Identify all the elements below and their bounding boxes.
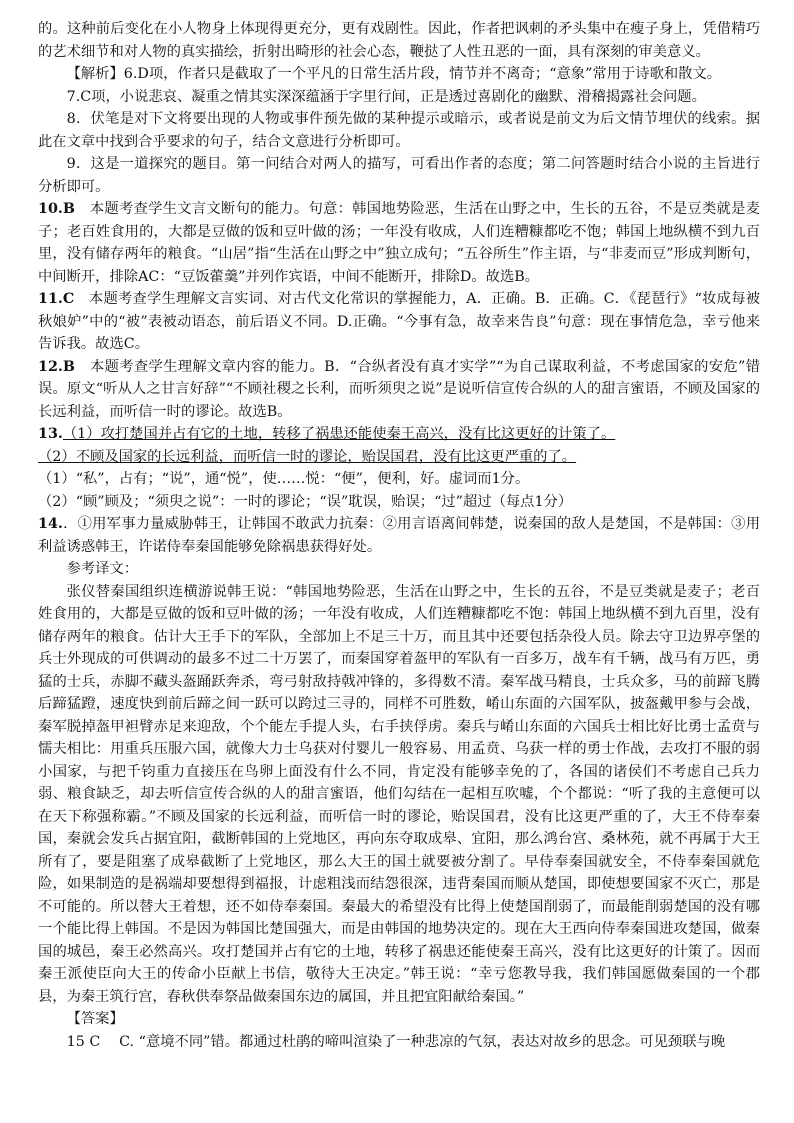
answer-11-text: 本题考查学生理解文言实词、对古代文化常识的掌握能力，A．正确。B．正确。C．《琵琶行》“妆成每被秋娘妒”中的“被”表被动语态，前后语义不同。D.正确。“今事有急，故幸来告良”句意：现在事情危急，幸亏他来告诉我。故选C。 <box>38 291 760 352</box>
paragraph-analysis-8: 8．伏笔是对下文将要出现的人物或事件预先做的某种提示或暗示，或者说是前文为后文情节埋伏的线索。据此在文章中找到合乎要求的句子，结合文意进行分析即可。 <box>38 111 760 150</box>
answer-heading: 【答案】 <box>66 1011 124 1027</box>
answer-13-translation-1: （1）攻打楚国并占有它的土地，转移了祸患还能使秦王高兴，没有比这更好的计策了。 <box>62 426 616 442</box>
translation-heading: 参考译文： <box>66 561 139 577</box>
answer-10-text: 本题考查学生文言文断句的能力。句意：韩国地势险恶，生活在山野之中，生长的五谷，不是豆类就是麦子；老百姓食用的，大都是豆做的饭和豆叶做的汤；一年没有收成，人们连糟糠都吃不饱；韩国上地纵横不到九百里，没有储存两年的粮食。“山居”指“生活在山野之中”独立成句；“五谷所生”作主语，与“非麦而豆”形成判断句，中间断开，排除AC：“豆饭藿羹”并列作宾语，中间不能断开，排除D。故选B。 <box>38 201 761 285</box>
answer-15: 15 C C. “意境不同”错。都通过杜鹃的啼叫渲染了一种悲凉的气氛，表达对故乡的思念。可见颈联与晚 <box>66 1033 726 1050</box>
answer-12-number: 12.B <box>38 358 75 375</box>
answer-12 <box>38 356 760 424</box>
answer-13-number: 13. <box>38 426 63 442</box>
answer-14 <box>38 513 760 558</box>
answer-13-note-2: （2）“顾”顾及；“须臾之说”：一时的谬论；“误”耽误，贻误；“过”超过（每点1分） <box>38 493 573 510</box>
paragraph-analysis-7: 7.C项，小说悲哀、凝重之情其实深深蕴涵于字里行间，正是透过喜剧化的幽默、滑稽揭露社会问题。 <box>66 88 706 105</box>
answer-14-text: ．①用军事力量威胁韩王，让韩国不敢武力抗秦：②用言语离间韩楚，说秦国的敌人是楚国，不是韩国：③用利益诱惑韩王，许诺侍奉秦国能够免除祸患获得好处。 <box>38 516 760 555</box>
answer-11 <box>38 288 760 356</box>
paragraph-analysis-6: 【解析】6.D项，作者只是截取了一个平凡的日常生活片段，情节并不离奇；“意象”常用于诗歌和散文。 <box>66 66 722 82</box>
answer-13-line-1 <box>38 423 760 446</box>
translation-body: 张仪替秦国组织连横游说韩王说：“韩国地势险恶，生活在山野之中，生长的五谷，不是豆类就是麦子；老百姓食用的，大都是豆做的饭和豆叶做的汤；一年没有收成，人们连糟糠都吃不饱：韩国上地纵横不到九百里，没有储存两年的粮食。估计大王手下的军队，全部加上不足三十万，而且其中还要包括杂役人员。除去守卫边界亭堡的兵士外现成的可供调动的最多不过二十万罢了，而秦国穿着盔甲的军队有一百多万，战车有千辆，战马有万匹，勇猛的士兵，赤脚不藏头盔踊跃奔杀，弯弓射敌持戟冲锋的，多得数不清。秦军战马精良，士兵众多，马的前蹄飞腾后蹄猛蹬，速度快到前后蹄之间一跃可以跨过三寻的，同样不可胜数，崤山东面的六国军队，披盔戴甲参与会战，秦军脱掉盔甲袒臂赤足来迎敌，个个能左手提人头，右手挟俘虏。秦兵与崤山东面的六国兵士相比好比勇士孟贲与懦夫相比：用重兵压服六国，就像大力士乌获对付婴儿一般容易、用孟贲、乌获一样的勇士作战，去攻打不服的弱小国家，与把千钧重力直接压在鸟卵上面没有什么不同，肯定没有能够幸免的了，各国的诸侯们不考虑自己兵力弱、粮食缺乏，却去听信宣传合纵的人的甜言蜜语，他们勾结在一起相互吹嘘，个个都说：“听了我的主意便可以在天下称强称霸。”不顾及国家的长远利益，而听信一时的谬论，贻误国君，没有比这更严重的了，大王不侍奉秦国，秦就会发兵占据宜阳，截断韩国的上党地区，再向东夺取成皋、宜阳，那么鸿台宫、桑林苑，就不再属于大王所有了，要是阻塞了成皋截断了上党地区，那么大王的国土就要被分割了。早侍奉秦国就安全，不侍奉秦国就危险，如果制造的是祸端却要想得到福报，计虑粗浅而结怨很深，违背秦国而顺从楚国，即使想要国家不灭亡，那是不可能的。所以替大王着想，还不如侍奉秦国。秦最大的希望没有比得上使楚国削弱了，而最能削弱楚国的没有哪一个能比得上韩国。不是因为韩国比楚国强大，而是由韩国的地势决定的。现在大王西向侍奉秦国进攻楚国，做秦国的城邑，秦王必然高兴。攻打楚国并占有它的土地，转移了祸患还能使秦王高兴，没有比这更好的计策了。因而秦王派使臣向大王的传命小臣献上书信，敬待大王决定。”韩王说：“幸亏您教导我，我们韩国愿做秦国的一个郡县，为秦王筑行宫，春秋供奉祭品做秦国东边的属国，并且把宜阳献给秦国。” <box>38 583 760 1005</box>
document-page <box>38 18 760 1053</box>
paragraph-analysis-9: 9．这是一道探究的题目。第一问结合对两人的描写，可看出作者的态度；第二问答题时结合小说的主旨进行分析即可。 <box>38 156 760 195</box>
answer-13-line-2 <box>38 446 760 469</box>
answer-13-translation-2: （2）不顾及国家的长远利益，而听信一时的谬论，贻误国君，没有比这更严重的了。 <box>38 448 577 465</box>
paragraph-analysis-conclusion: 的。这种前后变化在小人物身上体现得更充分，更有戏剧性。因此，作者把讽刺的矛头集中在瘦子身上，凭借精巧的艺术细节和对人物的真实描绘，折射出畸形的社会心态，鞭挞了人性丑恶的一面，具有深刻的审美意义。 <box>38 21 760 60</box>
answer-14-number: 14. <box>38 516 63 532</box>
answer-10-number: 10.B <box>38 201 75 217</box>
answer-11-number: 11.C <box>38 291 75 307</box>
answer-10 <box>38 198 760 288</box>
answer-12-text: 本题考查学生理解文章内容的能力。B．“合纵者没有真才实学”“为自己谋取利益，不考虑国家的安危”错误。原文“听从人之甘言好辞”“不顾社稷之长利，而听须臾之说”是说听信宣传合纵的人的甜言蜜语，不顾及国家的长远利益，而听信一时的谬论。故选B。 <box>38 358 760 420</box>
answer-13-note-1: （1）“私”，占有；“说”，通“悦”，使……悦：“便”，便利，好。虚词而1分。 <box>38 471 530 487</box>
